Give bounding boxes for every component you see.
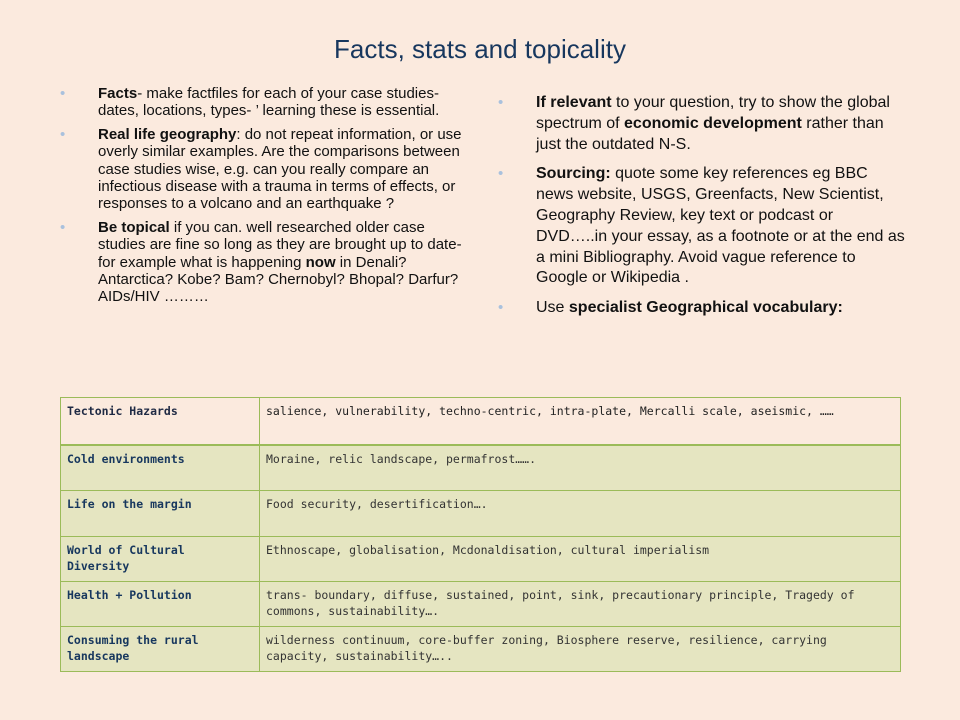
bullet-keyword: now xyxy=(305,253,336,271)
bullet-sourcing xyxy=(498,164,908,289)
vocabulary-table xyxy=(60,397,901,672)
bullet-keyword: economic development xyxy=(624,114,802,132)
bullet-keyword: Facts xyxy=(98,85,138,102)
bullet-text: in Denali? Antarctica? Kobe? Bam? Chernobyl? Bhopal? Darfur? AIDs/HIV ……… xyxy=(98,253,459,306)
right-column xyxy=(498,93,908,328)
slide-title: Facts, stats and topicality xyxy=(334,34,626,64)
bullet-text: : do not repeat information, or use overly similar examples. Are the comparisons between case studies wise, e.g. can you really compare an infectious disease with a trauma in terms of effects, or responses to a volcano and an earthquake ? xyxy=(98,125,462,213)
bullet-keyword: specialist Geographical vocabulary: xyxy=(568,299,843,317)
table-row xyxy=(61,582,901,627)
right-bullet-list xyxy=(498,93,908,319)
terms-cell: Moraine, relic landscape, permafrost……. xyxy=(260,445,901,491)
bullet-be-topical xyxy=(60,219,470,306)
terms-cell: trans- boundary, diffuse, sustained, point, sink, precautionary principle, Tragedy of commons, sustainability…. xyxy=(260,582,901,627)
bullet-keyword: Be topical xyxy=(98,218,170,236)
bullet-keyword: If relevant xyxy=(536,94,612,111)
topic-cell: Life on the margin xyxy=(61,491,260,537)
bullet-text: to your question, try to show the global spectrum of xyxy=(536,94,890,132)
bullet-text: if you can. well researched older case studies are fine so long as they are brought up to date- for example what is happening xyxy=(98,218,462,271)
table-row xyxy=(61,445,901,491)
topic-cell: Tectonic Hazards xyxy=(61,398,260,446)
topic-cell: Consuming the rural landscape xyxy=(61,627,260,672)
bullet-text: Use xyxy=(536,299,569,317)
terms-cell: Food security, desertification…. xyxy=(260,491,901,537)
bullet-real-life-geography xyxy=(60,126,470,213)
table-row xyxy=(61,398,901,446)
bullet-keyword: Sourcing: xyxy=(536,165,611,183)
bullet-text: rather than just the outdated N-S. xyxy=(536,114,884,153)
bullet-text: quote some key references eg BBC news website, USGS, Greenfacts, New Scientist, Geography Review, key text or podcast or DVD…..in your essay, as a footnote or at the end as a mini Bibliography. Avoid vague reference to Google or Wikipedia . xyxy=(536,165,905,287)
bullet-if-relevant xyxy=(498,93,908,155)
topic-cell: World of Cultural Diversity xyxy=(61,537,260,582)
terms-cell: wilderness continuum, core-buffer zoning, Biosphere reserve, resilience, carrying capacity, sustainability….. xyxy=(260,627,901,672)
table-row xyxy=(61,537,901,582)
bullet-keyword: Real life geography xyxy=(98,125,237,143)
table-row xyxy=(61,491,901,537)
left-bullet-list xyxy=(60,85,470,306)
table-row xyxy=(61,627,901,672)
topic-cell: Health + Pollution xyxy=(61,582,260,627)
terms-cell: salience, vulnerability, techno-centric, intra-plate, Mercalli scale, aseismic, …… xyxy=(260,398,901,446)
bullet-text: - make factfiles for each of your case studies- dates, locations, types- ’ learning these is essential. xyxy=(98,85,440,120)
bullet-vocabulary xyxy=(498,298,908,319)
bullet-facts xyxy=(60,85,470,120)
topic-cell: Cold environments xyxy=(61,445,260,491)
terms-cell: Ethnoscape, globalisation, Mcdonaldisation, cultural imperialism xyxy=(260,537,901,582)
left-column xyxy=(60,85,470,312)
